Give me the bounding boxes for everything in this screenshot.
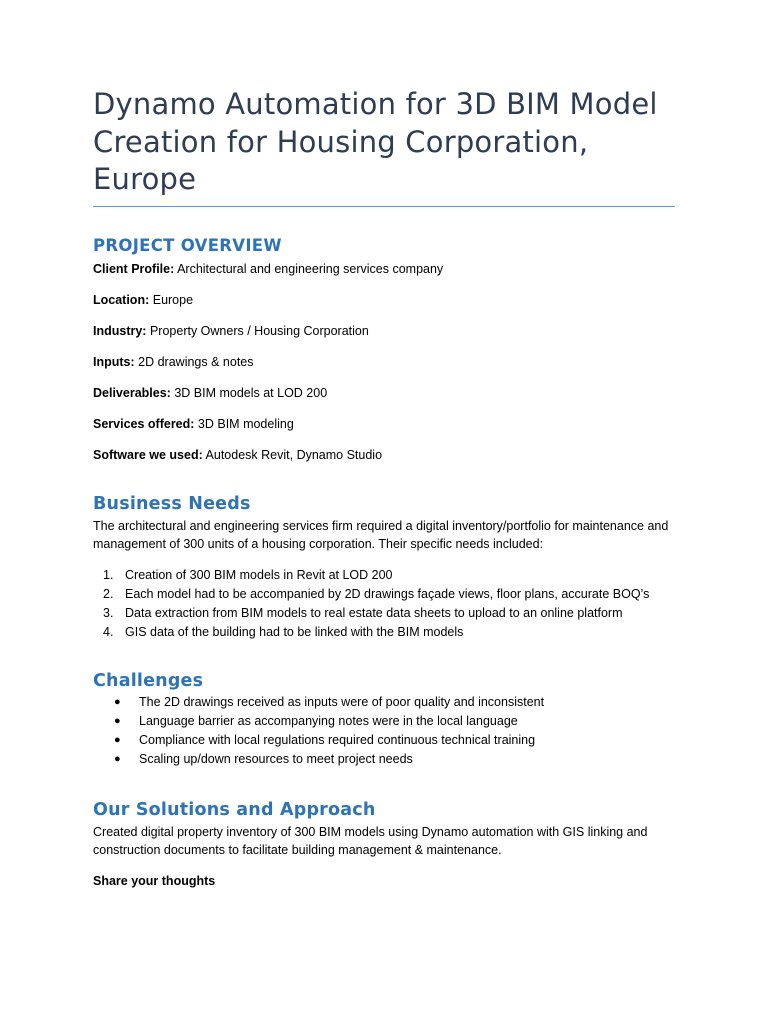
list-number: 1. xyxy=(103,567,114,582)
field-value: 3D BIM modeling xyxy=(197,416,294,431)
field-value: Property Owners / Housing Corporation xyxy=(149,323,369,338)
list-item xyxy=(93,712,675,731)
field-label: Client Profile: xyxy=(93,261,175,276)
field-inputs xyxy=(93,354,675,370)
list-item xyxy=(93,566,675,585)
field-location xyxy=(93,292,675,308)
document-title: Dynamo Automation for 3D BIM Model Creation for Housing Corporation, Europe xyxy=(93,87,658,196)
field-value: 2D drawings & notes xyxy=(138,354,254,369)
title-divider xyxy=(93,206,675,207)
field-client-profile xyxy=(93,261,675,277)
field-value: Architectural and engineering services company xyxy=(177,261,444,276)
list-text: Creation of 300 BIM models in Revit at LOD 200 xyxy=(125,567,393,582)
business-needs-intro: The architectural and engineering services firm required a digital inventory/portfolio for maintenance and management of 300 units of a housing corporation. Their specific needs included: xyxy=(93,518,669,551)
field-label: Deliverables: xyxy=(93,385,171,400)
challenges-list xyxy=(93,693,675,769)
field-value: 3D BIM models at LOD 200 xyxy=(174,385,328,400)
list-text: Each model had to be accompanied by 2D drawings façade views, floor plans, accurate BOQ’s xyxy=(125,586,650,601)
list-item xyxy=(93,731,675,750)
field-industry xyxy=(93,323,675,339)
field-value: Europe xyxy=(152,292,194,307)
field-value: Autodesk Revit, Dynamo Studio xyxy=(205,447,383,462)
bullet-icon: ● xyxy=(114,695,121,708)
list-text: Compliance with local regulations required continuous technical training xyxy=(139,732,536,747)
field-services-offered xyxy=(93,416,675,432)
business-needs-list xyxy=(93,566,675,642)
solutions-heading: Our Solutions and Approach xyxy=(93,799,376,820)
list-text: The 2D drawings received as inputs were of poor quality and inconsistent xyxy=(139,694,545,709)
share-thoughts-link[interactable]: Share your thoughts xyxy=(93,873,216,888)
list-item xyxy=(93,693,675,712)
document-body xyxy=(93,86,675,889)
field-deliverables xyxy=(93,385,675,401)
field-label: Software we used: xyxy=(93,447,203,462)
business-needs-heading: Business Needs xyxy=(93,493,251,514)
field-label: Inputs: xyxy=(93,354,135,369)
list-text: GIS data of the building had to be linked with the BIM models xyxy=(125,624,464,639)
list-item xyxy=(93,604,675,623)
bullet-icon: ● xyxy=(114,733,121,746)
project-overview-heading: PROJECT OVERVIEW xyxy=(93,235,282,255)
list-item xyxy=(93,623,675,642)
challenges-heading: Challenges xyxy=(93,670,204,691)
list-text: Data extraction from BIM models to real estate data sheets to upload to an online platform xyxy=(125,605,623,620)
list-number: 3. xyxy=(103,605,114,620)
bullet-icon: ● xyxy=(114,714,121,727)
list-item xyxy=(93,585,675,604)
field-label: Services offered: xyxy=(93,416,195,431)
field-software-used xyxy=(93,447,675,463)
list-number: 2. xyxy=(103,586,114,601)
field-label: Location: xyxy=(93,292,150,307)
solutions-text: Created digital property inventory of 300 BIM models using Dynamo automation with GIS linking and construction documents to facilitate building management & maintenance. xyxy=(93,824,648,857)
overview-fields xyxy=(93,261,675,463)
list-item xyxy=(93,750,675,769)
list-text: Scaling up/down resources to meet project needs xyxy=(139,751,413,766)
bullet-icon: ● xyxy=(114,752,121,765)
list-number: 4. xyxy=(103,624,114,639)
field-label: Industry: xyxy=(93,323,147,338)
list-text: Language barrier as accompanying notes were in the local language xyxy=(139,713,518,728)
